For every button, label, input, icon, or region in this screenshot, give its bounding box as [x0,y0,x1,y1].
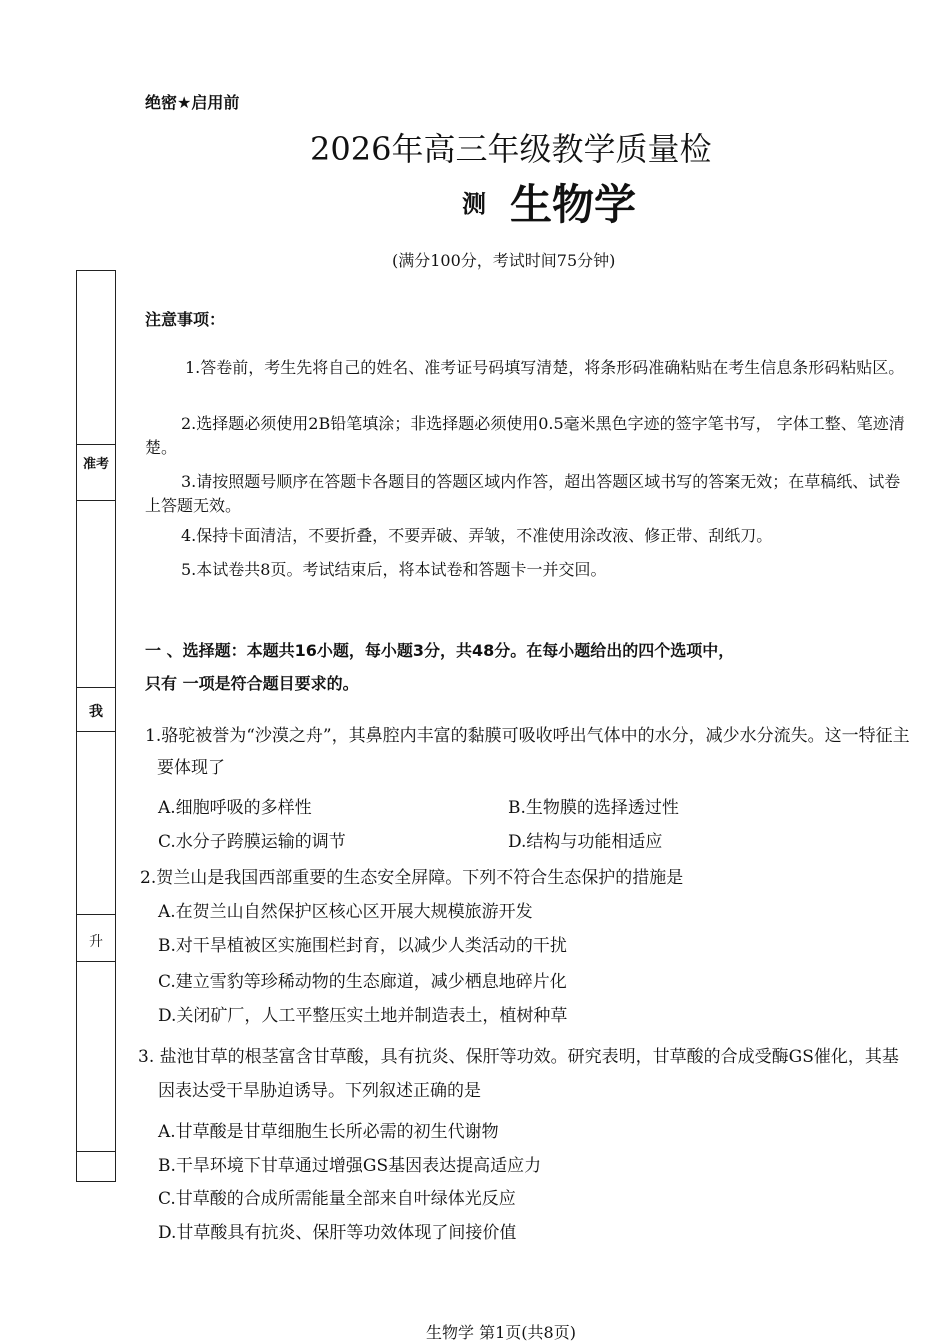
strip-divider [77,914,115,915]
notice-item-5: 5.本试卷共8页。考试结束后，将本试卷和答题卡一并交回。 [181,560,607,579]
strip-divider [77,687,115,688]
question-2-stem: 2.贺兰山是我国西部重要的生态安全屏障。下列不符合生态保护的措施是 [140,868,684,888]
q3-option-a: A.甘草酸是甘草细胞生长所必需的初生代谢物 [158,1122,499,1142]
secret-label: 绝密★启用前 [145,93,240,112]
q3-option-b: B.干旱环境下甘草通过增强GS基因表达提高适应力 [158,1156,542,1176]
title-line2-small: 测 [462,190,486,218]
notice-heading: 注意事项： [145,310,226,329]
section-heading-line1: 一 、选择题：本题共16小题，每小题3分，共48分。在每小题给出的四个选项中， [145,641,735,660]
q3-option-d: D.甘草酸具有抗炎、保肝等功效体现了间接价值 [158,1223,517,1243]
q1-option-d: D.结构与功能相适应 [508,832,663,852]
page-footer: 生物学 第1页(共8页) [426,1323,576,1342]
strip-label-rise: 升 [89,934,103,950]
q2-option-c: C.建立雪豹等珍稀动物的生态廊道，减少栖息地碎片化 [158,972,567,992]
q1-option-b: B.生物膜的选择透过性 [508,798,679,818]
strip-divider [77,731,115,732]
q2-option-d: D.关闭矿厂，人工平整压实土地并制造表土，植树种草 [158,1006,568,1026]
strip-divider [77,961,115,962]
section-heading-line2: 只有 一项是符合题目要求的。 [145,674,359,693]
notice-item-2: 2.选择题必须使用2B铅笔填涂；非选择题必须使用0.5毫米黑色字迹的签字笔书写， 字体工整、笔迹清楚。 [145,414,905,457]
strip-divider [77,444,115,445]
notice-item-3: 3.请按照题号顺序在答题卡各题目的答题区域内作答，超出答题区域书写的答案无效；在草稿纸、试卷上答题无效。 [145,472,901,515]
subject-title: 生物学 [510,180,637,229]
q1-option-a: A.细胞呼吸的多样性 [158,798,312,818]
q3-option-c: C.甘草酸的合成所需能量全部来自叶绿体光反应 [158,1189,516,1209]
notice-item-4: 4.保持卡面清洁，不要折叠，不要弄破、弄皱，不准使用涂改液、修正带、刮纸刀。 [181,526,773,545]
strip-label-me: 我 [89,704,103,720]
notice-item-1: 1.答卷前，考生先将自己的姓名、准考证号码填写清楚，将条形码准确粘贴在考生信息条形码粘贴区。 [185,358,905,377]
question-3-stem: 3. 盐池甘草的根茎富含甘草酸，具有抗炎、保肝等功效。研究表明，甘草酸的合成受酶GS催化，其基因表达受干旱胁迫诱导。下列叙述正确的是 [138,1047,899,1101]
q2-option-b: B.对干旱植被区实施围栏封育，以减少人类活动的干扰 [158,936,567,956]
strip-divider [77,1151,115,1152]
strip-label-candidate: 准考 [82,457,109,472]
question-1-stem: 1.骆驼被誉为“沙漠之舟”，其鼻腔内丰富的黏膜可吸收呼出气体中的水分，减少水分流失。这一特征主要体现了 [145,726,910,778]
q2-option-a: A.在贺兰山自然保护区核心区开展大规模旅游开发 [158,902,533,922]
page-title: 2026年高三年级教学质量检 [310,130,712,168]
q1-option-c: C.水分子跨膜运输的调节 [158,832,346,852]
strip-divider [77,500,115,501]
binding-strip [76,270,116,1182]
score-info: (满分100分，考试时间75分钟) [392,251,616,270]
